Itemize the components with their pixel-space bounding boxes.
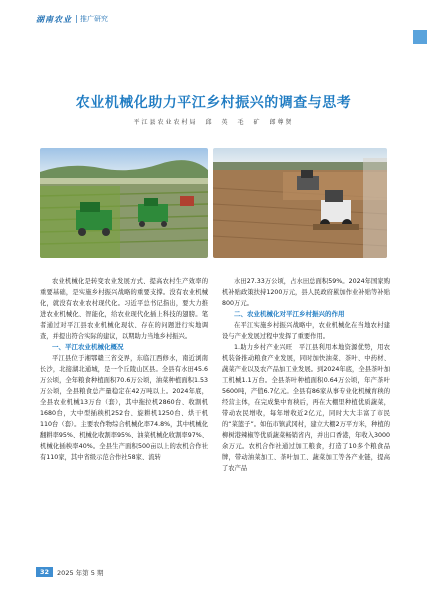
corner-accent-block [413, 30, 427, 44]
header-separator: | [75, 14, 78, 23]
body-paragraph: 农业机械化是转变农业发展方式、提高农村生产效率的重要基础，是实施乡村振兴战略的重要支撑。没有农业机械化，就没有农业农村现代化。习近平总书记指出，要大力推进农业机械化、智能化，给农业现代化插上科技的翅膀。笔者通过对平江县农业机械化现状、存在的问题进行实地调查，并提出符合实际的建议，以期助力当地乡村振兴。 [40, 278, 208, 340]
article-title: 农业机械化助力平江乡村振兴的调查与思考 [75, 95, 352, 111]
body-paragraph: 平江县位于湘鄂赣三省交界，东临江西修水，南近浏南长沙，北接湖北通城，是一个丘陵山区县。全县有水田45.6万公顷，全年粮食种植面积70.6万公顷，油菜种植面积1.53万公顷，全县粮食总产量稳定在42万吨以上。2024年底，全县农业机械13万台（套），其中拖拉机2860台、收割机1680台，大中型插秧机252台、旋耕机1250台、烘干机110台（套）。主要农作物综合机械化率74.8%，其中机械化翻耕率95%、机械化收割率95%、油菜机械化收割率97%、机械化插秧率40%。全县生产面积500亩以上的农机合作社有110家，其中省级示范合作社58家、流转 [40, 355, 208, 461]
right-text-column [222, 276, 390, 474]
tractor-harrowing-icon [213, 148, 387, 258]
left-text-column [40, 276, 208, 463]
body-paragraph: 水田27.33万公顷，占水田总面积59%。2024年国家购机补贴政策扶持1200万元，县人民政府累加作业补贴等补贴800万元。 [222, 278, 390, 307]
body-paragraph: 1.助力乡村产业兴旺 平江县利用本地资源优势，用农机装备推动粮食产业发展，同时加快油菜、茶叶、中药材、蔬菜产业以及农产品加工业发展。到2024年底，全县茶叶加工机械1.1万台。全县茶叶种植面积0.64万公顷，年产茶叶5600吨，产值6.7亿元。全县有86家从事专业化机械育秧的经营主体，在完成集中育秧后，再在大棚里种植优质蔬菜，带动农民增收，每年增收近2亿元，同时大大丰富了市民的“菜篮子”。如伍市镇武冈村，建立大棚2万平方米，种植的柳树港辣椒等优质蔬菜畅销省内，并出口香港，年收入3000余万元。农机合作社通过加工粮食，打造了10多个粮食品牌，带动油菜加工、茶叶加工、蔬菜加工等各产业链，提高了农产品 [222, 344, 390, 472]
body-paragraph: 在平江实施乡村振兴战略中，农业机械化在当地农村建设与产业发展过程中发挥了重要作用。 [222, 322, 390, 340]
rice-transplanter-icon [40, 148, 208, 258]
issue-label: 2025 年第 5 期 [57, 568, 104, 577]
article-byline: 平江县农业农村局 邱 英 毛 矿 郎尊贤 [133, 119, 294, 126]
page-footer [36, 566, 103, 578]
page-number: 32 [36, 567, 53, 577]
rice-transplanter-photo [40, 148, 208, 258]
tractor-photo [213, 148, 387, 258]
section-label: 推广研究 [80, 15, 108, 23]
page-header [0, 0, 427, 40]
section-heading: 二、农业机械化对平江乡村振兴的作用 [234, 310, 345, 318]
section-heading: 一、平江农业机械化概况 [52, 343, 124, 351]
journal-logo: 湖南农业 [36, 14, 72, 24]
